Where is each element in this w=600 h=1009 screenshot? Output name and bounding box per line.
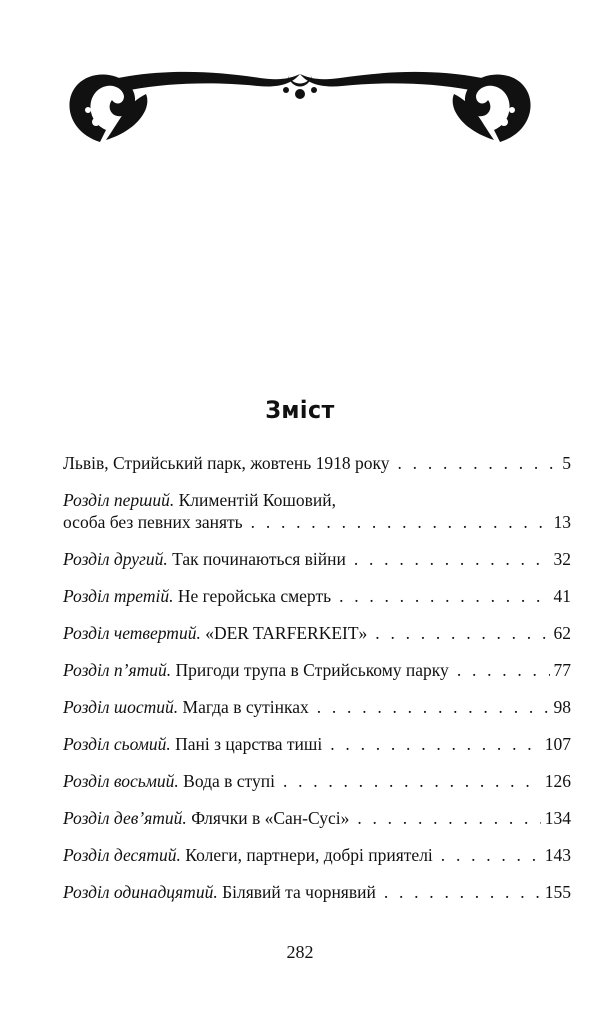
entry-title: Магда в сутінках <box>182 697 309 717</box>
entry-title: Білявий та чорнявий <box>222 882 376 902</box>
entry-title: Флячки в «Сан-Сусі» <box>191 808 350 828</box>
toc-entry[interactable] <box>63 585 571 607</box>
entry-page: 107 <box>544 734 571 754</box>
entry-lead: Розділ восьмий. <box>63 771 179 791</box>
entry-page: 134 <box>544 808 571 828</box>
entry-page: 98 <box>553 697 571 717</box>
dot-leader <box>441 844 541 866</box>
entry-lead: Розділ перший. <box>63 490 175 510</box>
dot-leader <box>283 770 541 792</box>
toc-entry[interactable] <box>63 452 571 474</box>
entry-title: Так починаються війни <box>172 549 346 569</box>
entry-page: 32 <box>553 549 571 569</box>
toc-entry[interactable] <box>63 489 571 533</box>
dot-leader <box>357 807 540 829</box>
dot-leader <box>339 585 549 607</box>
entry-title: «DER TARFERKEIT» <box>205 623 368 643</box>
toc-entry[interactable] <box>63 881 571 903</box>
toc-entry[interactable] <box>63 622 571 644</box>
dot-leader <box>457 659 550 681</box>
entry-lead: Розділ п’ятий. <box>63 660 172 680</box>
toc-entry[interactable] <box>63 844 571 866</box>
entry-page: 155 <box>544 882 571 902</box>
entry-title: Не геройська смерть <box>177 586 332 606</box>
dot-leader <box>354 548 550 570</box>
toc-entry[interactable] <box>63 696 571 718</box>
entry-lead: Розділ шостий. <box>63 697 179 717</box>
entry-page: 77 <box>553 660 571 680</box>
entry-lead: Розділ одинадцятий. <box>63 882 218 902</box>
toc-entry[interactable] <box>63 770 571 792</box>
toc-entry[interactable] <box>63 733 571 755</box>
entry-title: Львів, Стрийський парк, жовтень 1918 року <box>63 453 390 473</box>
toc-entry[interactable] <box>63 807 571 829</box>
page-number: 282 <box>286 942 314 962</box>
dot-leader <box>398 452 559 474</box>
entry-title: Климентій Кошовий, <box>178 490 336 510</box>
entry-lead: Розділ сьомий. <box>63 734 171 754</box>
entry-lead: Розділ другий. <box>63 549 168 569</box>
dot-leader <box>251 511 550 533</box>
entry-lead: Розділ десятий. <box>63 845 181 865</box>
entry-title-continued: особа без певних занять <box>63 512 243 532</box>
entry-page: 126 <box>544 771 571 791</box>
entry-page: 62 <box>553 623 571 643</box>
dot-leader <box>330 733 540 755</box>
entry-page: 41 <box>553 586 571 606</box>
entry-page: 13 <box>553 512 571 532</box>
entry-lead: Розділ четвертий. <box>63 623 201 643</box>
dot-leader <box>375 622 549 644</box>
entry-title: Вода в ступі <box>183 771 275 791</box>
toc-entry[interactable] <box>63 659 571 681</box>
toc-entry[interactable] <box>63 548 571 570</box>
table-of-contents <box>63 452 571 918</box>
entry-title: Колеги, партнери, добрі приятелі <box>185 845 433 865</box>
entry-page: 143 <box>544 845 571 865</box>
entry-title: Пригоди трупа в Стрийському парку <box>175 660 449 680</box>
toc-heading: Зміст <box>265 396 335 424</box>
entry-lead: Розділ третій. <box>63 586 174 606</box>
entry-title: Пані з царства тиші <box>175 734 323 754</box>
dot-leader <box>317 696 550 718</box>
dot-leader <box>384 881 541 903</box>
entry-lead: Розділ дев’ятий. <box>63 808 187 828</box>
entry-page: 5 <box>562 453 571 473</box>
decorative-ornament <box>60 60 540 150</box>
